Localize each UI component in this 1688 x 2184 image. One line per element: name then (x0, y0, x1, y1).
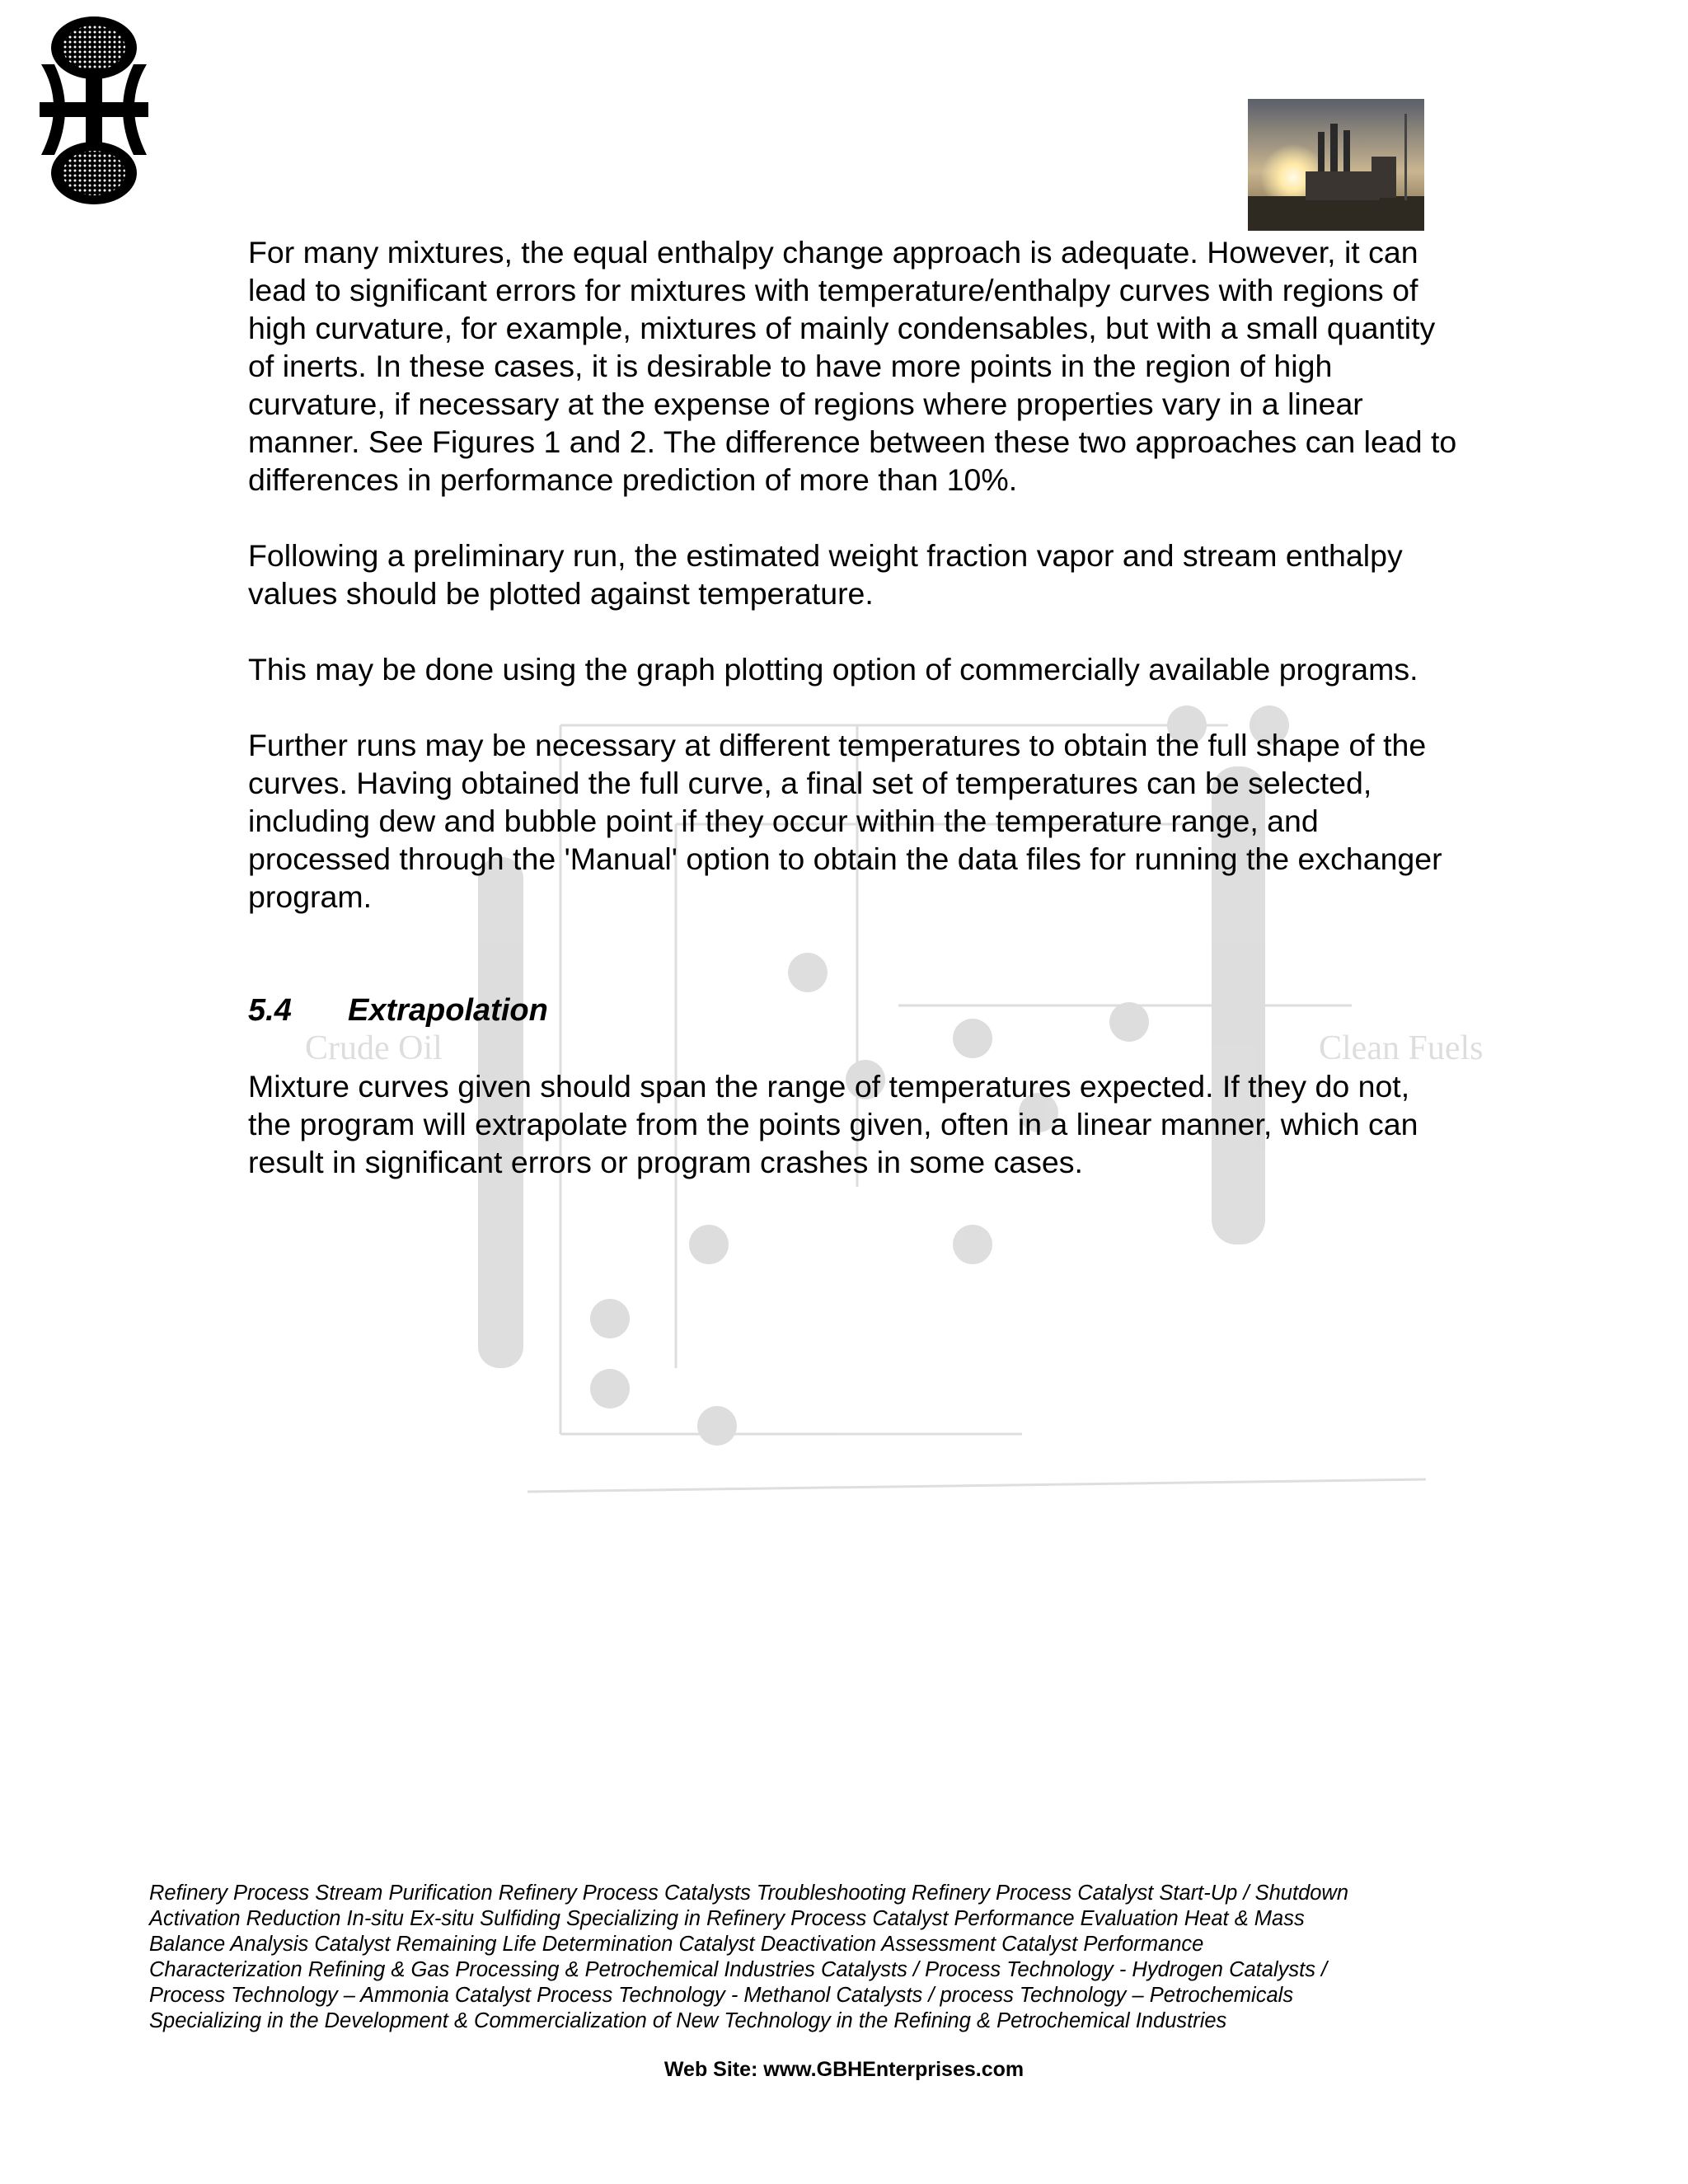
paragraph-equal-enthalpy: For many mixtures, the equal enthalpy change approach is adequate. However, it can lead to significant errors for mixtures with temperature/enthalpy curves with regions of high curvature, for example, mixtures of mainly condensables, but with a small quantity of inerts. In these cases, it is desirable to have more points in the region of high curvature, if necessary at the expense of regions where properties vary in a linear manner. See Figures 1 and 2. The difference between these two approaches can lead to differences in performance prediction of more than 10%. (248, 235, 1457, 497)
footer-line: Balance Analysis Catalyst Remaining Life Determination Catalyst Deactivation Assessment Catalyst Performance (149, 1933, 1204, 1956)
main-content (248, 233, 1460, 1219)
paragraph-graph-plotting: This may be done using the graph plotting option of commercially available programs. (248, 652, 1418, 687)
paragraph-further-runs: Further runs may be necessary at different temperatures to obtain the full shape of the curves. Having obtained the full curve, a final set of temperatures can be selected, including dew and bubble point if they occur within the temperature range, and processed through the 'Manual' option to obtain the data files for running the exchanger program. (248, 728, 1442, 914)
footer-line: Activation Reduction In-situ Ex-situ Sulfiding Specializing in Refinery Process Catalyst Performance Evaluation Heat & Mass (149, 1907, 1305, 1930)
footer-line: Refinery Process Stream Purification Refinery Process Catalysts Troubleshooting Refinery Process Catalyst Start-Up / Shutdown (149, 1882, 1349, 1905)
footer-line: Characterization Refining & Gas Processing & Petrochemical Industries Catalysts / Process Technology - Hydrogen Catalysts / (149, 1958, 1328, 1981)
footer-line: Specializing in the Development & Commercialization of New Technology in the Refining & Petrochemical Industries (149, 2009, 1227, 2032)
paragraph-preliminary-run: Following a preliminary run, the estimated weight fraction vapor and stream enthalpy values should be plotted against temperature. (248, 538, 1403, 611)
section-heading (248, 991, 1460, 1029)
crude-oil-label: Crude Oil (305, 1029, 443, 1067)
footer-services-text (149, 1881, 1435, 2034)
section-title: Extrapolation (348, 993, 548, 1028)
clean-fuels-label: Clean Fuels (1319, 1029, 1484, 1067)
footer-website: Web Site: www.GBHEnterprises.com (663, 2058, 1025, 2081)
refinery-sunset-photo-icon (1248, 99, 1424, 231)
section-number: 5.4 (248, 993, 292, 1028)
paragraph-extrapolation: Mixture curves given should span the range of temperatures expected. If they do not, the program will extrapolate from the points given, often in a linear manner, which can result in significant errors or program crashes in some cases. (248, 1069, 1418, 1179)
gbh-enterprises-logo-icon (33, 15, 155, 206)
footer-line: Process Technology – Ammonia Catalyst Process Technology - Methanol Catalysts / process Technology – Petrochemicals (149, 1984, 1294, 2007)
